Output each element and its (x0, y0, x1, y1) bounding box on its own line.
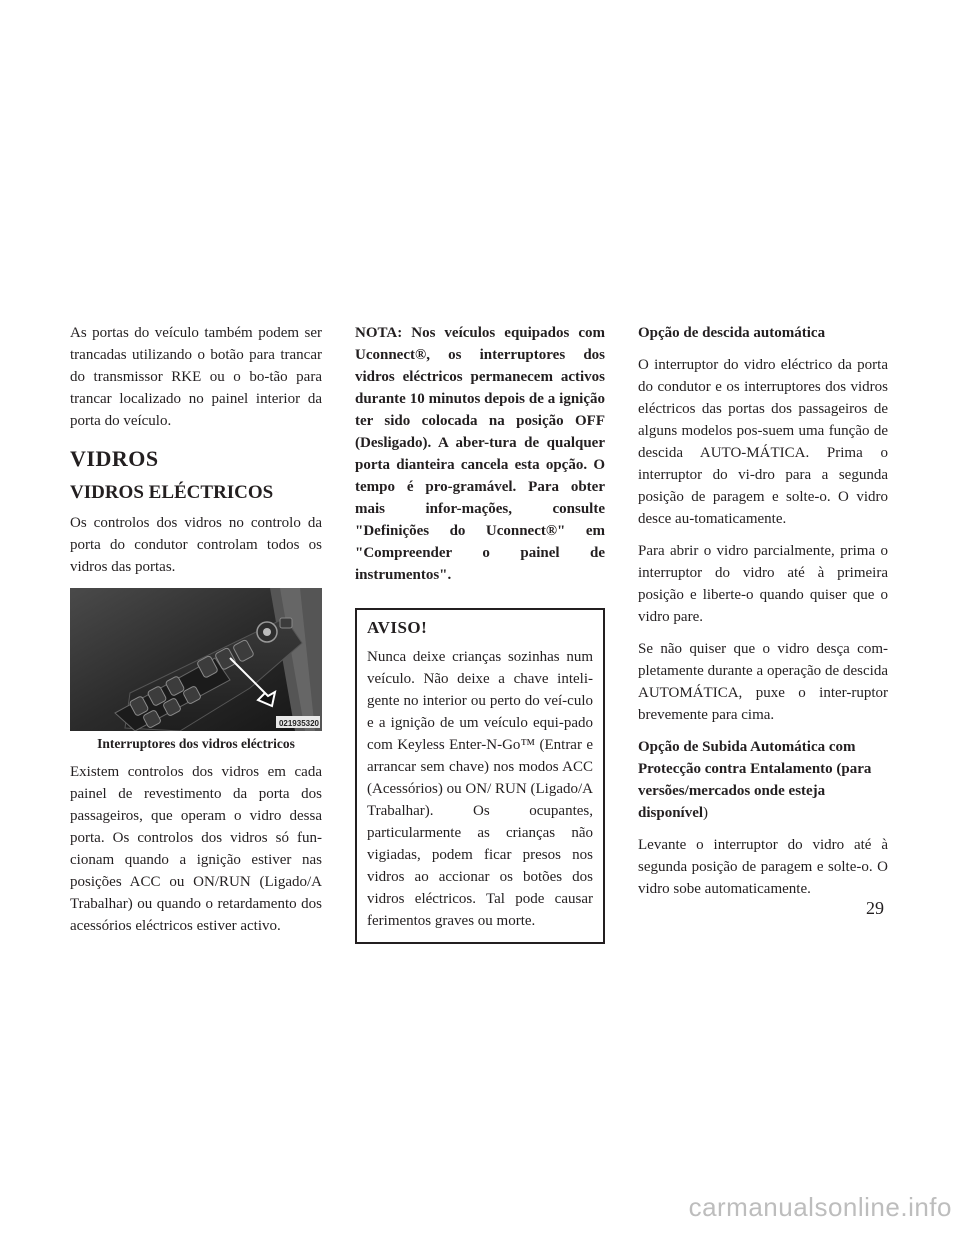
paragraph-passenger-controls: Existem controlos dos vidros em cada painel de revestimento da porta dos passageiros, que operam o vidro dessa porta. Os controlos dos vidros só fun-cionam quando a ignição estiver nas posições ACC ou ON/RUN (Ligado/A Trabalhar) ou quando o retardamento dos acessórios eléctricos estiver activo. (70, 764, 322, 934)
figure-caption: Interruptores dos vidros eléctricos (97, 736, 295, 751)
subheading-auto-up (638, 736, 888, 824)
warning-box (355, 608, 605, 944)
column-1 (70, 322, 322, 947)
paragraph-auto-up: Levante o interruptor do vidro até à segunda posição de paragem e solte-o. O vidro sobe automaticamente. (638, 837, 888, 897)
subheading-auto-up-paren: ) (703, 805, 709, 821)
warning-title: AVISO! (367, 618, 428, 637)
window-switch-panel-illustration (70, 588, 322, 731)
column-3 (638, 322, 888, 910)
paragraph-partial-open: Para abrir o vidro parcialmente, prima o interruptor do vidro até à primeira posição e liberte-o quando quiser que o vidro pare. (638, 543, 888, 625)
window-switches-photo (70, 588, 322, 731)
paragraph-auto-down: O interruptor do vidro eléctrico da porta do condutor e os interruptores dos vidros eléctricos das portas dos passageiros de alguns modelos pos-suem uma função de descida AUTO-MÁTICA. Prima o interruptor do vi-dro para a segunda posição de paragem e solte-o. O vidro desce au-tomaticamente. (638, 357, 888, 527)
subsection-heading-vidros-electricos: VIDROS ELÉCTRICOS (70, 482, 274, 503)
subheading-auto-down: Opção de descida automática (638, 325, 826, 341)
paragraph-door-lock: As portas do veículo também podem ser trancadas utilizando o botão para trancar do transmissor RKE ou o bo-tão para trancar localizado no painel interior da porta do veículo. (70, 325, 322, 429)
note-uconnect: NOTA: Nos veículos equipados com Uconnect®, os interruptores dos vidros eléctricos permanecem activos durante 10 minutos depois de a ignição ter sido colocada na posição OFF (Desligado). A aber-tura de qualquer porta dianteira cancela esta opção. O tempo é pro-gramável. Para obter mais infor-mações, consulte "Definições do Uconnect®" em "Compreender o painel de instrumentos". (355, 325, 605, 583)
paragraph-cancel-auto: Se não quiser que o vidro desça com-pletamente durante a operação de descida AUTOMÁTICA, puxe o inter-ruptor brevemente para cima. (638, 641, 888, 723)
figure-code-label: 021935320 (278, 719, 319, 728)
watermark: carmanualsonline.info (688, 1192, 952, 1222)
subheading-auto-up-text: Opção de Subida Automática com Protecção contra Entalamento (para versões/mercados onde esteja disponível (638, 739, 872, 821)
section-heading-vidros: VIDROS (70, 446, 159, 471)
page-number: 29 (866, 898, 884, 918)
warning-text: Nunca deixe crianças sozinhas num veículo. Não deixe a chave inteli-gente no interior ou perto do veí-culo e a ignição de um veículo equi-pado com Keyless Enter-N-Go™ (Entrar e arrancar sem chave) nos modos ACC (Acessórios) ou ON/ RUN (Ligado/A Trabalhar). Os ocupantes, particularmente as crianças não vigiadas, podem ficar presos nos vidros ao accionar os botões dos vidros eléctricos. Tal pode causar ferimentos graves ou morte. (367, 649, 593, 929)
column-2 (355, 322, 605, 944)
paragraph-driver-controls: Os controlos dos vidros no controlo da porta do condutor controlam todos os vidros das portas. (70, 515, 322, 575)
